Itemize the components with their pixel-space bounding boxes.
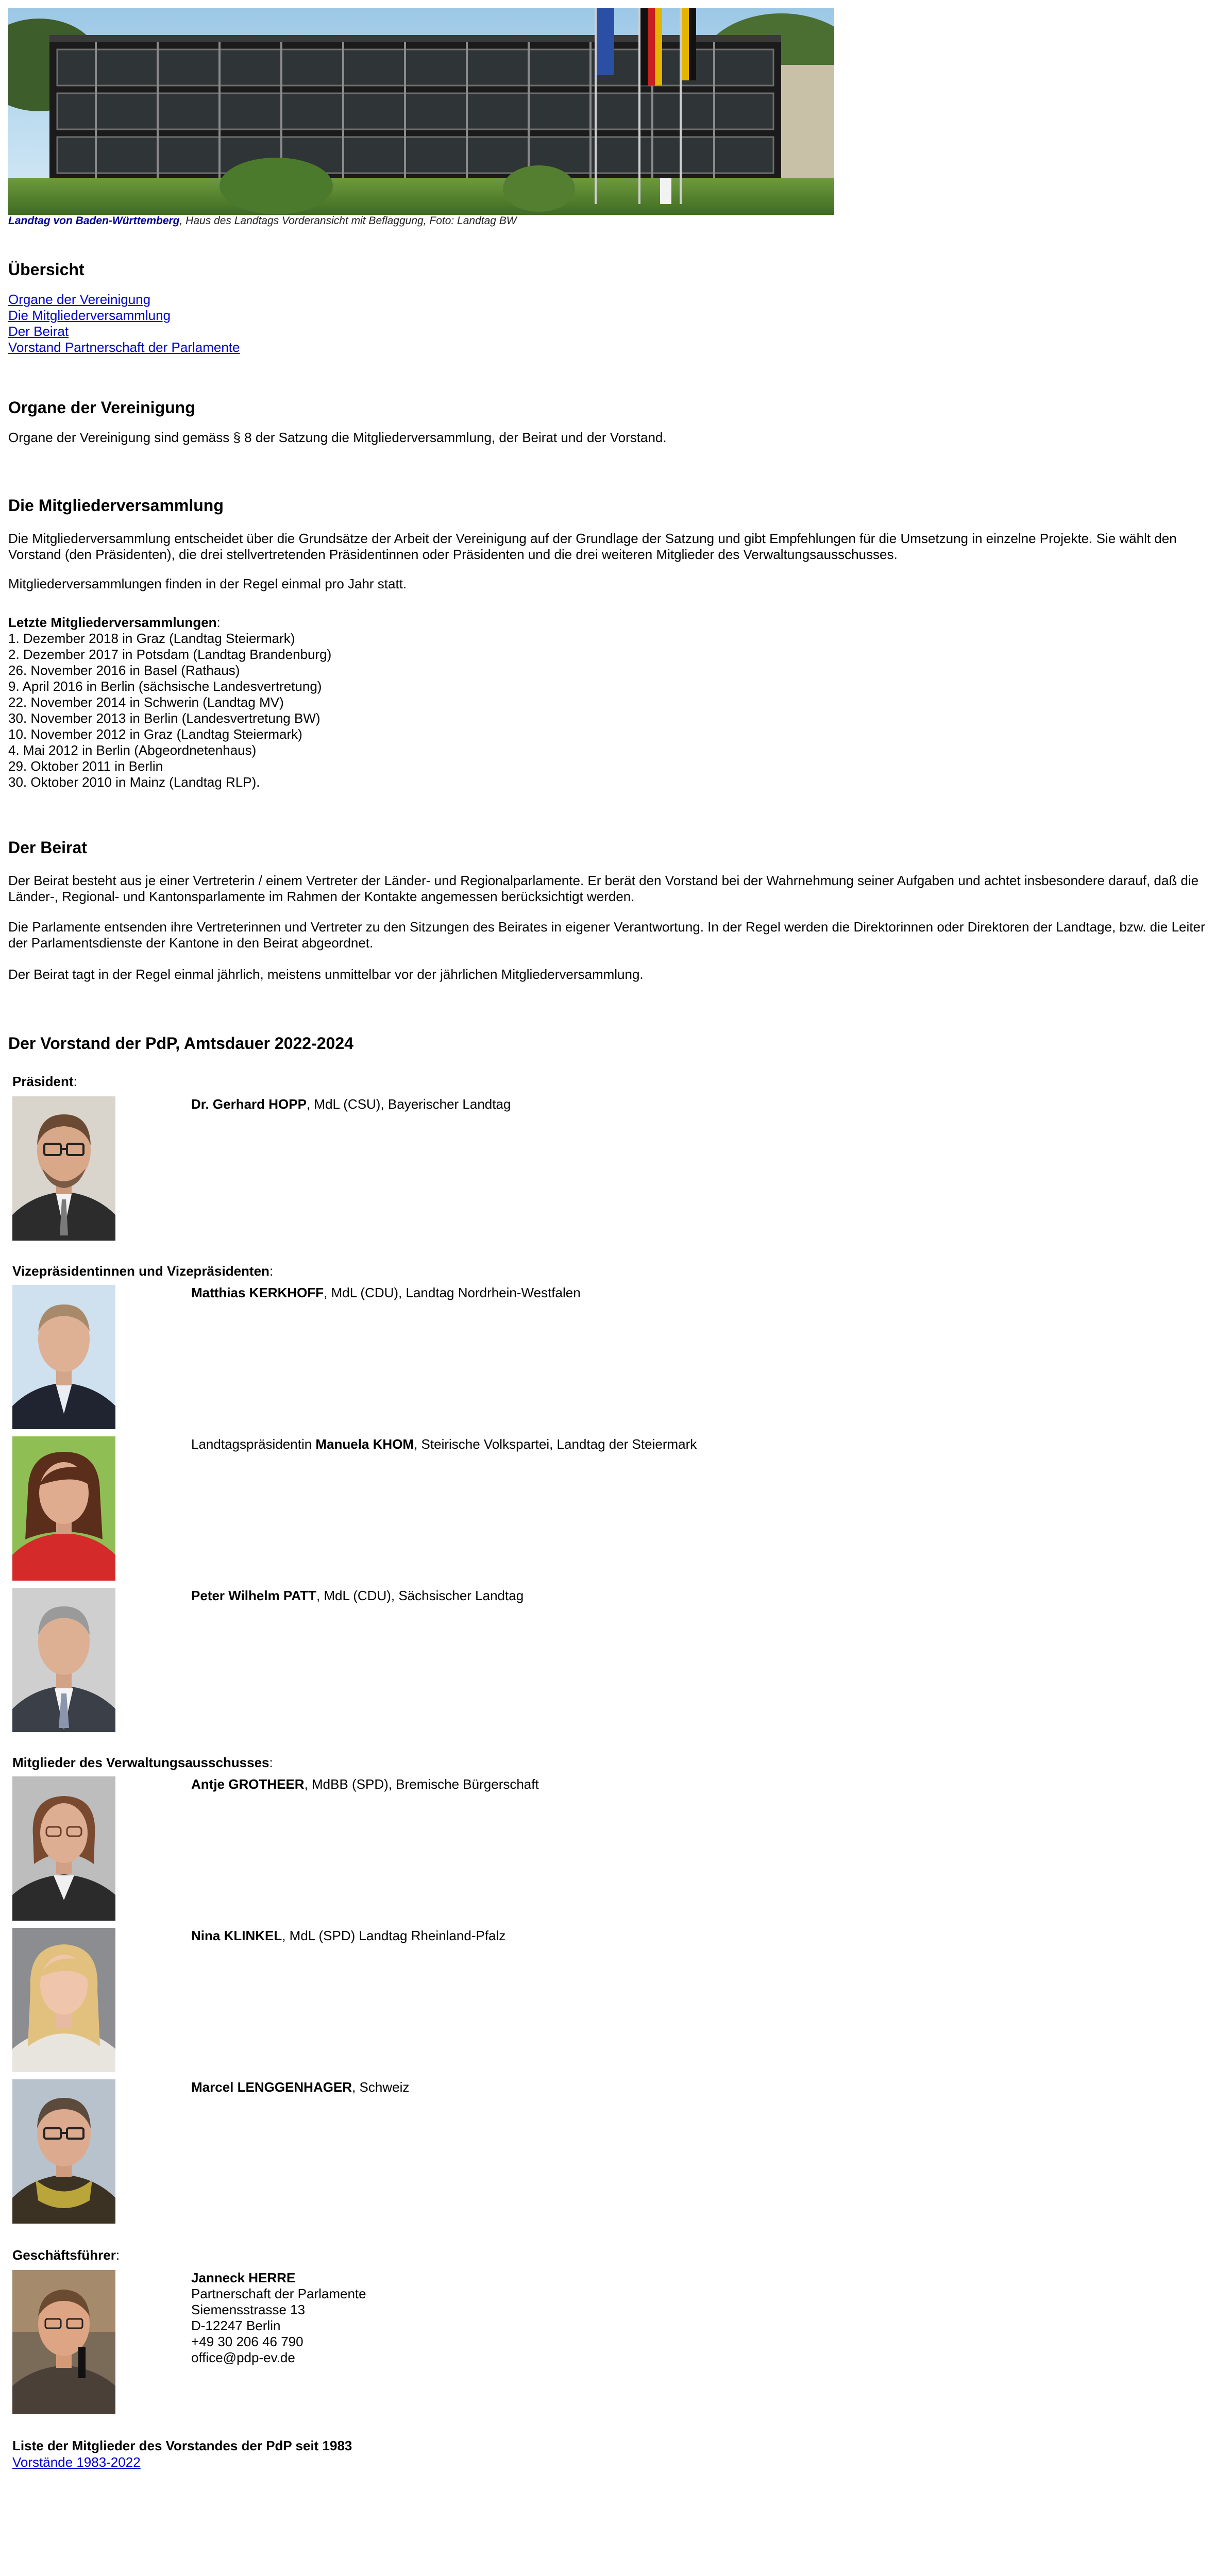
board-heading: Der Vorstand der PdP, Amtsdauer 2022-2024	[8, 1034, 353, 1053]
president-label: Präsident:	[12, 1074, 77, 1089]
manager-email: office@pdp-ev.de	[191, 2350, 295, 2365]
vice-2-name-line: Landtagspräsidentin Manuela KHOM, Steirische Volkspartei, Landtag der Steiermark	[191, 1436, 697, 1452]
organs-text: Organe der Vereinigung sind gemäss § 8 der Satzung die Mitgliederversammlung, der Beirat und der Vorstand.	[8, 430, 667, 445]
portrait-photo-klinkel	[12, 1928, 115, 2072]
manager-phone: +49 30 206 46 790	[191, 2334, 303, 2349]
assembly-date-item: 10. November 2012 in Graz (Landtag Steiermark)	[8, 726, 302, 742]
vice-label: Vizepräsidentinnen und Vizepräsidenten:	[12, 1263, 274, 1279]
committee-1-affiliation: , MdBB (SPD), Bremische Bürgerschaft	[304, 1776, 539, 1792]
vice-2-name: Manuela KHOM	[315, 1436, 414, 1452]
assembly-date-item: 2. Dezember 2017 in Potsdam (Landtag Brandenburg)	[8, 647, 332, 662]
manager-city: D-12247 Berlin	[191, 2318, 281, 2333]
link-beirat[interactable]: Der Beirat	[8, 324, 69, 339]
history-label: Liste der Mitglieder des Vorstandes der PdP seit 1983	[12, 2438, 352, 2453]
caption-title: Landtag von Baden-Württemberg	[8, 215, 180, 227]
assembly-text-1: Die Mitgliederversammlung entscheidet über die Grundsätze der Arbeit der Vereinigung auf der Grundlage der Satzung und gibt Empfehlungen für die Umsetzung in einzelne Projekte. Sie wählt den Vorstand (den Präsidenten), die drei stellvertretenden Präsidentinnen oder Präsidenten und die drei weiteren Mitglieder des Verwaltungsausschusses.	[8, 531, 1177, 562]
overview-link-list	[8, 292, 240, 355]
portrait-photo-patt	[12, 1588, 115, 1732]
history-link[interactable]: Vorstände 1983-2022	[12, 2454, 141, 2470]
manager-organisation: Partnerschaft der Parlamente	[191, 2286, 366, 2301]
advisory-text-3: Der Beirat tagt in der Regel einmal jährlich, meistens unmittelbar vor der jährlichen Mitgliederversammlung.	[8, 967, 644, 982]
manager-name: Janneck HERRE	[191, 2270, 296, 2285]
assembly-dates	[8, 615, 730, 790]
portrait-photo-herre	[12, 2270, 115, 2414]
assembly-text-2: Mitgliederversammlungen finden in der Regel einmal pro Jahr statt.	[8, 576, 407, 591]
vice-3-affiliation: , MdL (CDU), Sächsischer Landtag	[316, 1588, 524, 1603]
assembly-date-item: 26. November 2016 in Basel (Rathaus)	[8, 663, 240, 678]
vice-1-affiliation: , MdL (CDU), Landtag Nordrhein-Westfalen	[324, 1285, 581, 1300]
vice-2-affiliation: , Steirische Volkspartei, Landtag der Steiermark	[414, 1436, 697, 1452]
portrait-photo-grotheer	[12, 1776, 115, 1921]
advisory-text-1: Der Beirat besteht aus je einer Vertreterin / einem Vertreter der Länder- und Regionalparlamente. Er berät den Vorstand bei der Wahrnehmung seiner Aufgaben und achtet insbesondere darauf, daß die Länder-, Regional- und Kantonsparlamente im Rahmen der Kontakte angemessen berücksichtigt werden.	[8, 873, 1199, 904]
manager-street: Siemensstrasse 13	[191, 2302, 306, 2317]
committee-1-name-line	[191, 1776, 1170, 1792]
president-name: Dr. Gerhard HOPP	[191, 1096, 307, 1112]
link-organe[interactable]: Organe der Vereinigung	[8, 292, 151, 307]
link-mitgliederversammlung[interactable]: Die Mitgliederversammlung	[8, 308, 171, 323]
portrait-photo-kerkhoff	[12, 1285, 115, 1429]
portrait-photo-lenggenhager	[12, 2079, 115, 2224]
vice-3-name-line	[191, 1588, 1170, 1604]
committee-3-name-line	[191, 2079, 1170, 2095]
assembly-date-item: 9. April 2016 in Berlin (sächsische Landesvertretung)	[8, 679, 322, 694]
caption-text: , Haus des Landtags Vorderansicht mit Beflaggung, Foto: Landtag BW	[179, 215, 517, 227]
organs-heading: Organe der Vereinigung	[8, 398, 195, 417]
vice-3-name: Peter Wilhelm PATT	[191, 1588, 316, 1603]
assembly-date-item: 30. November 2013 in Berlin (Landesvertretung BW)	[8, 710, 320, 726]
link-vorstand[interactable]: Vorstand Partnerschaft der Parlamente	[8, 340, 240, 355]
manager-contact	[191, 2270, 1170, 2366]
committee-label: Mitglieder des Verwaltungsausschusses:	[12, 1755, 273, 1770]
assembly-date-item: 29. Oktober 2011 in Berlin	[8, 758, 163, 774]
assembly-date-item: 1. Dezember 2018 in Graz (Landtag Steiermark)	[8, 631, 295, 646]
committee-2-name: Nina KLINKEL	[191, 1928, 282, 1943]
assembly-list-label: Letzte Mitgliederversammlungen:	[8, 615, 221, 630]
committee-2-name-line	[191, 1928, 1170, 1944]
assembly-heading: Die Mitgliederversammlung	[8, 496, 224, 515]
portrait-photo-khom	[12, 1436, 115, 1581]
president-name-line	[191, 1096, 1170, 1112]
assembly-date-item: 22. November 2014 in Schwerin (Landtag MV)	[8, 694, 284, 710]
hero-caption	[8, 215, 517, 227]
advisory-heading: Der Beirat	[8, 838, 87, 857]
committee-1-name: Antje GROTHEER	[191, 1776, 305, 1792]
vice-1-name: Matthias KERKHOFF	[191, 1285, 324, 1300]
portrait-photo-hopp	[12, 1096, 115, 1241]
vice-1-name-line	[191, 1285, 1170, 1301]
committee-2-affiliation: , MdL (SPD) Landtag Rheinland-Pfalz	[282, 1928, 506, 1943]
hero-photo-landtag	[8, 8, 834, 215]
assembly-date-item: 30. Oktober 2010 in Mainz (Landtag RLP).	[8, 774, 260, 790]
advisory-text-2: Die Parlamente entsenden ihre Vertreterinnen und Vertreter zu den Sitzungen des Beirates in eigener Verantwortung. In der Regel werden die Direktorinnen oder Direktoren der Landtage, bzw. die Leiter der Parlamentsdienste der Kantone in den Beirat abgeordnet.	[8, 919, 1205, 951]
committee-3-name: Marcel LENGGENHAGER	[191, 2079, 352, 2095]
overview-heading: Übersicht	[8, 260, 85, 279]
president-affiliation: , MdL (CSU), Bayerischer Landtag	[306, 1096, 511, 1112]
assembly-date-item: 4. Mai 2012 in Berlin (Abgeordnetenhaus)	[8, 742, 257, 758]
committee-3-affiliation: , Schweiz	[352, 2079, 410, 2095]
manager-label: Geschäftsführer:	[12, 2247, 120, 2263]
